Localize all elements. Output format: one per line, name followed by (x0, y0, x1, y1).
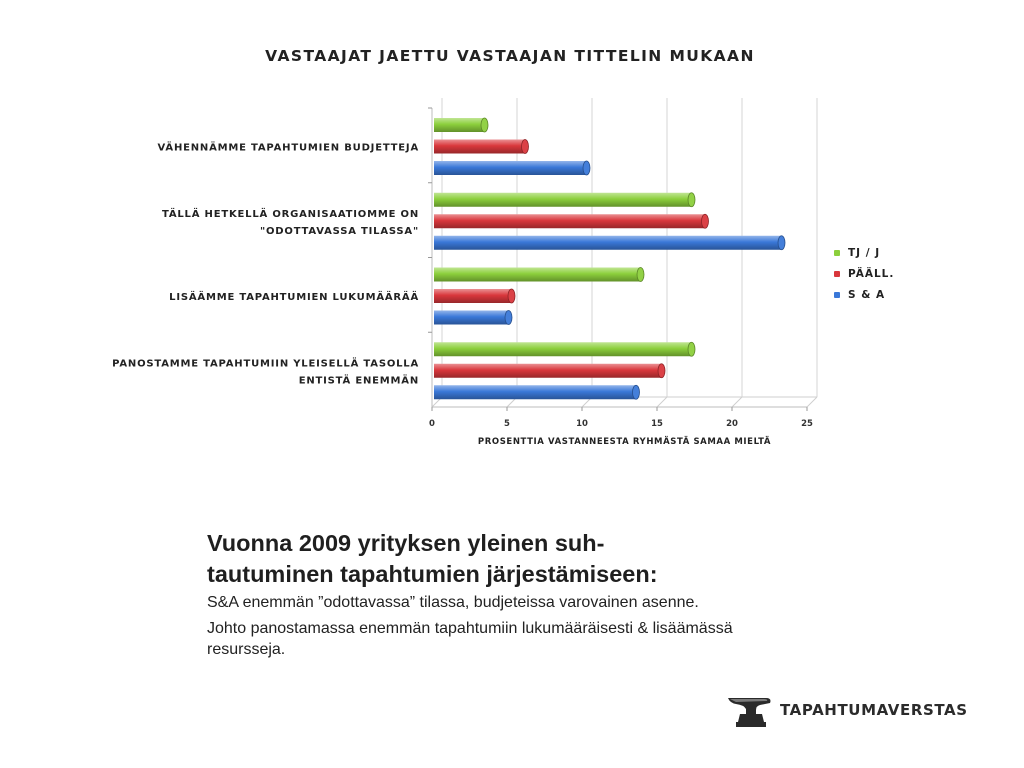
anvil-icon (726, 690, 772, 730)
summary-paragraph-1: S&A enemmän ”odottavassa” tilassa, budjeteissa varovainen asenne. (207, 594, 699, 611)
company-logo (726, 690, 968, 730)
bar-p-ll- (434, 289, 512, 303)
bar-cap (505, 311, 512, 325)
x-axis-label: PROSENTTIA VASTANNEESTA RYHMÄSTÄ SAMAA MIELTÄ (477, 437, 772, 447)
category-label: LISÄÄMME TAPAHTUMIEN LUKUMÄÄRÄÄ (169, 292, 419, 303)
category-label: "ODOTTAVASSA TILASSA" (259, 225, 419, 237)
legend-swatch (834, 292, 840, 298)
category-label: PANOSTAMME TAPAHTUMIIN YLEISELLÄ TASOLLA (112, 358, 419, 370)
bar-cap (522, 140, 529, 154)
legend-label: TJ / J (848, 247, 881, 259)
bar-s-a (434, 236, 782, 250)
bar-p-ll- (434, 214, 705, 228)
logo-text: TAPAHTUMAVERSTAS (780, 701, 968, 719)
legend-swatch (834, 250, 840, 256)
bar-tj-j (434, 193, 692, 207)
bar-cap (688, 342, 695, 356)
bar-cap (778, 236, 785, 250)
x-tick-label: 5 (504, 419, 510, 429)
summary-heading (207, 528, 767, 590)
bar-p-ll- (434, 140, 525, 154)
category-label: TÄLLÄ HETKELLÄ ORGANISAATIOMME ON (162, 208, 419, 220)
summary-text (207, 528, 767, 665)
bar-cap (508, 289, 515, 303)
bar-tj-j (434, 268, 641, 282)
x-tick-label: 15 (651, 419, 663, 429)
bar-s-a (434, 311, 509, 325)
bar-cap (688, 193, 695, 207)
x-tick-label: 25 (801, 419, 813, 429)
bar-cap (658, 364, 665, 378)
category-label: ENTISTÄ ENEMMÄN (298, 375, 419, 387)
floor-line (732, 397, 742, 407)
summary-paragraph-2: Johto panostamassa enemmän tapahtumiin lukumääräisesti & lisäämässä resursseja. (207, 620, 733, 658)
chart-title: VASTAAJAT JAETTU VASTAAJAN TITTELIN MUKAAN (265, 47, 755, 65)
legend-label: PÄÄLL. (848, 268, 895, 280)
summary-heading-line1: Vuonna 2009 yrityksen yleinen suh- (207, 530, 605, 556)
legend-label: S & A (848, 289, 886, 301)
bar-cap (583, 161, 590, 175)
legend-swatch (834, 271, 840, 277)
floor-line (807, 397, 817, 407)
bar-tj-j (434, 118, 485, 132)
bar-cap (633, 385, 640, 399)
bar-tj-j (434, 342, 692, 356)
x-tick-label: 10 (576, 419, 588, 429)
category-label: VÄHENNÄMME TAPAHTUMIEN BUDJETTEJA (157, 142, 419, 154)
bar-cap (637, 268, 644, 282)
x-tick-label: 20 (726, 419, 738, 429)
bar-s-a (434, 161, 587, 175)
bar-cap (702, 214, 709, 228)
bar-cap (481, 118, 488, 132)
floor-line (657, 397, 667, 407)
summary-heading-line2: tautuminen tapahtumien järjestämiseen: (207, 561, 658, 587)
x-tick-label: 0 (429, 419, 435, 429)
bar-s-a (434, 385, 636, 399)
bar-p-ll- (434, 364, 662, 378)
